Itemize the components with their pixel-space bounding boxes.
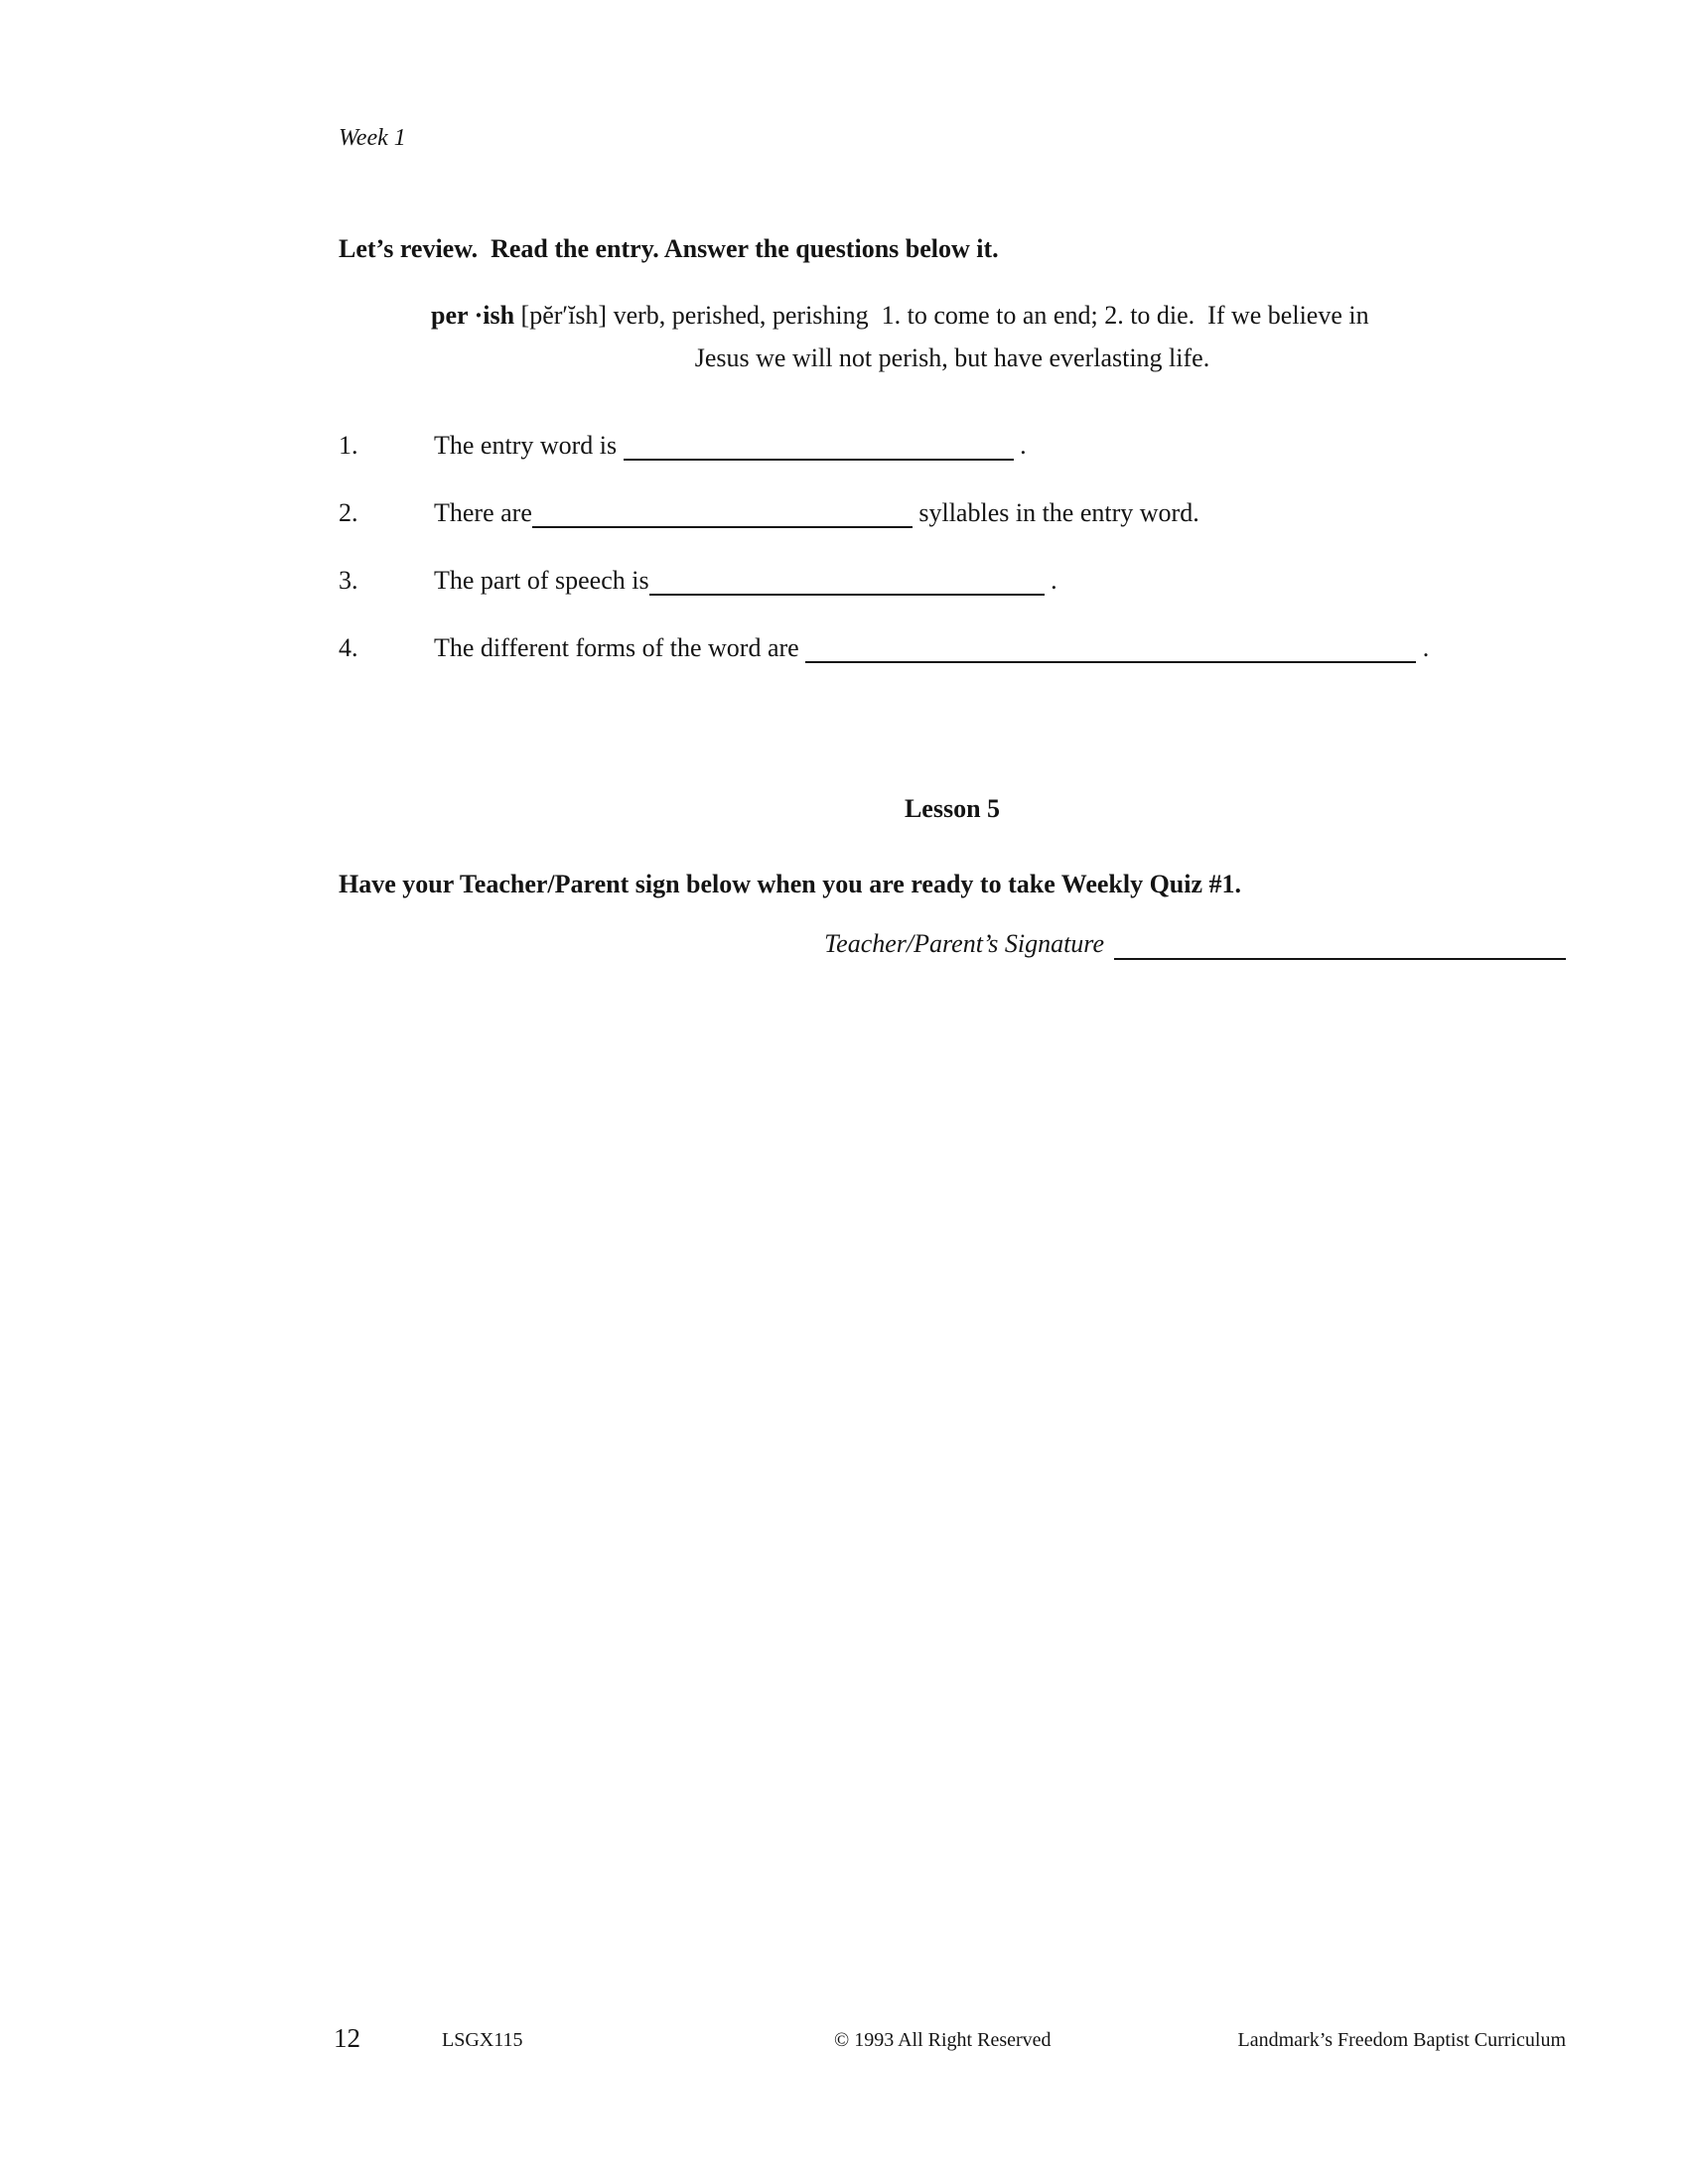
question-3-text: The part of speech is [434,566,649,595]
question-1-text: The entry word is [434,431,624,460]
question-2-number: 2. [339,498,358,527]
signature-line [1114,956,1566,960]
question-3 [339,566,1057,596]
dictionary-entry-line2: Jesus we will not perish, but have everlasting life. [694,343,1210,372]
question-2 [339,498,1199,528]
dictionary-entry-line1 [431,301,1369,331]
footer-page-number: 12 [334,2023,360,2053]
question-4-number: 4. [339,633,358,662]
signature-label: Teacher/Parent’s Signature [824,929,1104,958]
question-4 [339,633,1429,663]
footer-copyright: © 1993 All Right Reserved [834,2029,1052,2051]
footer-publisher: Landmark’s Freedom Baptist Curriculum [1237,2029,1566,2051]
question-3-answer-blank [649,592,1045,596]
question-1-text-after: . [1013,431,1027,460]
question-3-number: 3. [339,566,358,595]
question-1-number: 1. [339,431,358,460]
lesson-heading: Lesson 5 [904,794,1001,823]
instructions-heading: Let’s review. Read the entry. Answer the questions below it. [339,234,999,263]
question-1 [339,431,1027,461]
question-4-answer-blank [805,659,1416,663]
question-2-text: There are [434,498,532,527]
signature-row [339,929,1566,960]
entry-headword: per ·ish [431,301,515,330]
question-4-text-after: . [1416,633,1430,662]
question-2-answer-blank [532,524,913,528]
question-4-text: The different forms of the word are [434,633,806,662]
sign-instruction: Have your Teacher/Parent sign below when you are ready to take Weekly Quiz #1. [339,870,1242,898]
week-label: Week 1 [339,125,406,151]
entry-definition: [pĕr′ĭsh] verb, perished, perishing 1. to come to an end; 2. to die. If we believe in [514,301,1369,330]
footer-curriculum-code: LSGX115 [442,2029,523,2051]
question-1-answer-blank [624,457,1014,461]
question-3-text-after: . [1044,566,1057,595]
question-2-text-after: syllables in the entry word. [912,498,1199,527]
